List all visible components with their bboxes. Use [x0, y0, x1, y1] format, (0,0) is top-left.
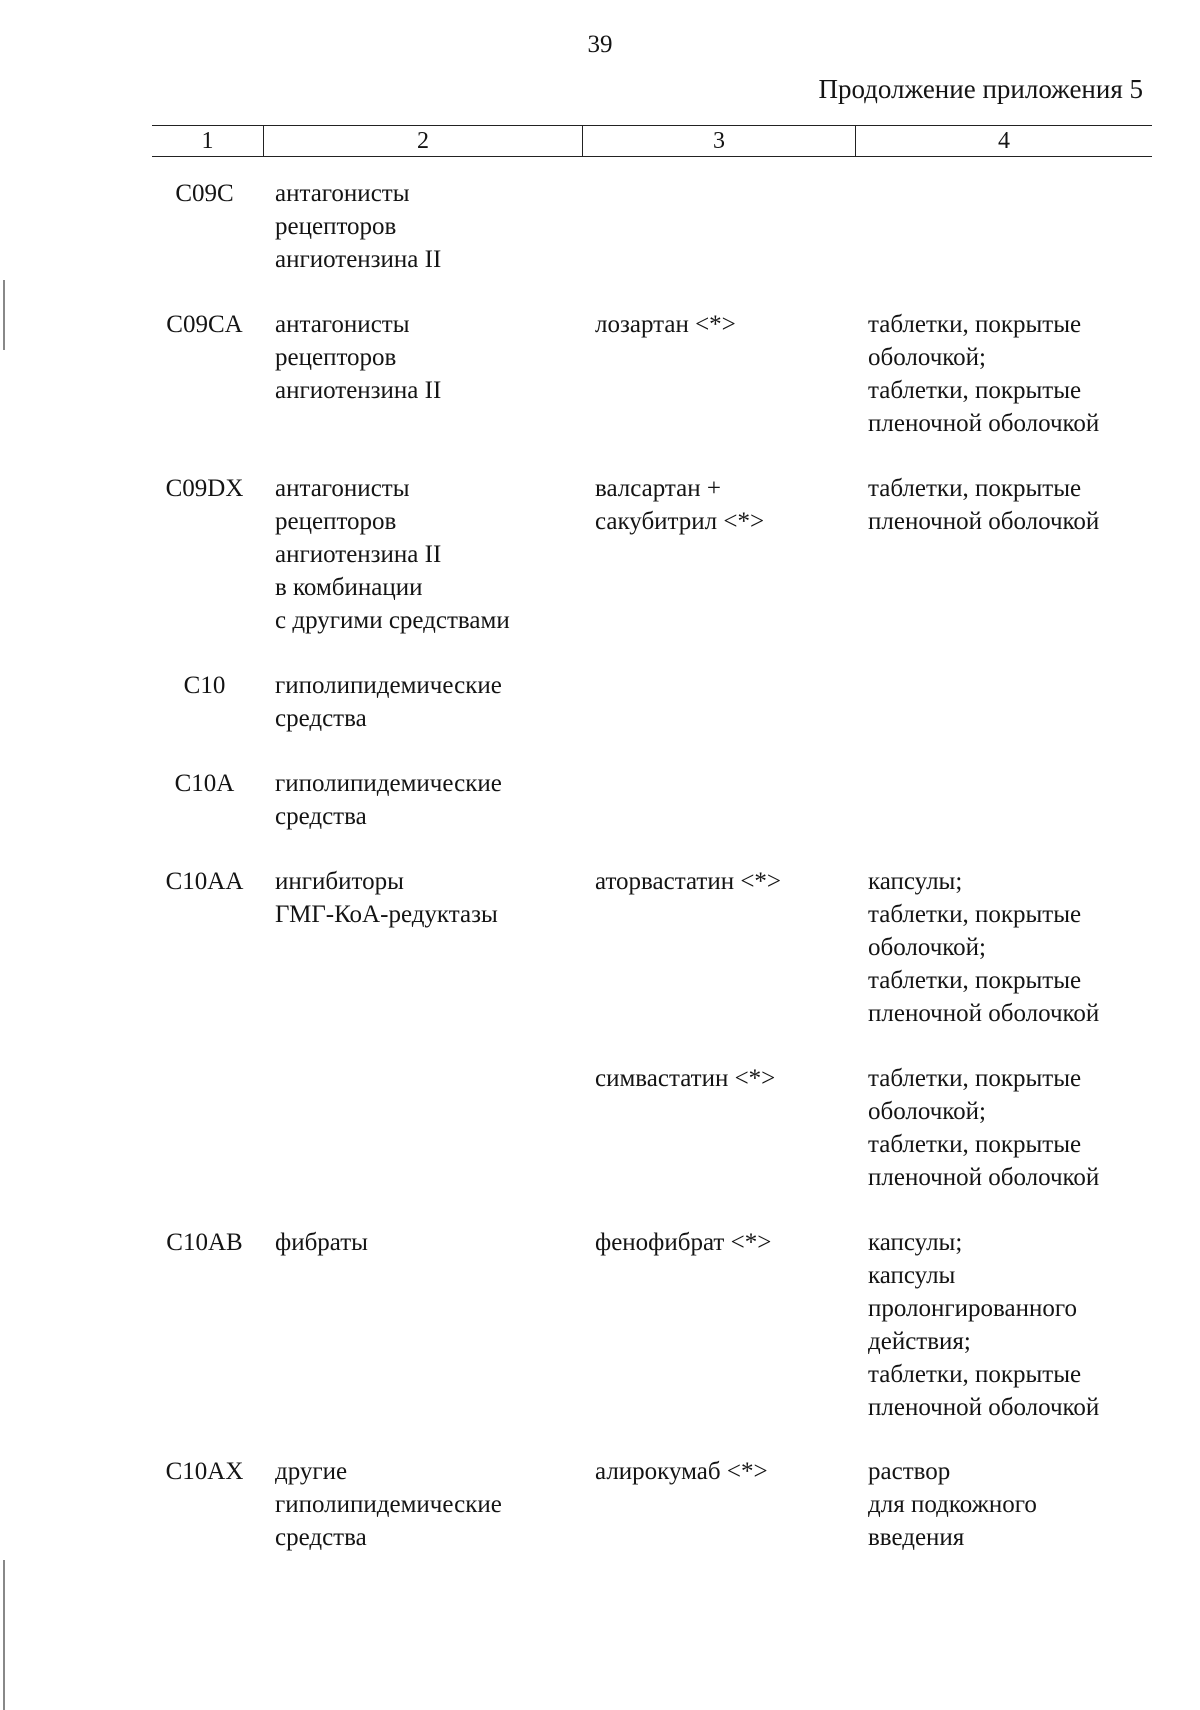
drug-name: симвастатин <*>: [595, 1065, 776, 1092]
header-col-4: 4: [998, 128, 1010, 154]
pharm-group: антагонисты рецепторов ангиотензина II: [275, 180, 442, 273]
dosage-form: таблетки, покрытые оболочкой; таблетки, покрытые пленочной оболочкой: [868, 1065, 1100, 1191]
dosage-form: капсулы; капсулы пролонгированного действия; таблетки, покрытые пленочной оболочкой: [868, 1229, 1100, 1421]
atc-code: C10AB: [166, 1229, 243, 1256]
drug-name: лозартан <*>: [595, 311, 736, 338]
header-col-1: 1: [201, 128, 214, 154]
table-header: [152, 125, 1152, 157]
dosage-form: таблетки, покрытые оболочкой; таблетки, покрытые пленочной оболочкой: [868, 311, 1100, 437]
atc-code: C10AA: [165, 868, 244, 895]
pharm-group: ингибиторы ГМГ-КоА-редуктазы: [275, 868, 498, 928]
drug-name: аторвастатин <*>: [595, 868, 782, 895]
pharm-group: гиполипидемические средства: [275, 770, 502, 830]
dosage-form: раствор для подкожного введения: [868, 1458, 1037, 1551]
header-col-3: 3: [713, 128, 725, 154]
header-col-2: 2: [417, 128, 429, 154]
dosage-form: таблетки, покрытые пленочной оболочкой: [868, 475, 1100, 535]
atc-code: C09C: [175, 180, 234, 207]
atc-code: C10: [183, 672, 226, 699]
pharm-group: антагонисты рецепторов ангиотензина II в комбинации с другими средствами: [275, 475, 510, 634]
page-number: 39: [587, 31, 613, 58]
atc-code: C09CA: [166, 311, 243, 338]
pharm-group: гиполипидемические средства: [275, 672, 502, 732]
atc-code: C09DX: [165, 475, 244, 502]
drug-name: фенофибрат <*>: [595, 1229, 772, 1256]
continuation-label: Продолжение приложения 5: [818, 74, 1143, 104]
pharm-group: фибраты: [275, 1229, 368, 1256]
dosage-form: капсулы; таблетки, покрытые оболочкой; таблетки, покрытые пленочной оболочкой: [868, 868, 1100, 1027]
pharm-group: другие гиполипидемические средства: [275, 1458, 502, 1551]
drug-name: алирокумаб <*>: [595, 1458, 768, 1485]
pharm-group: антагонисты рецепторов ангиотензина II: [275, 311, 442, 404]
drug-name: валсартан + сакубитрил <*>: [595, 475, 765, 535]
scan-edge-mark: [3, 280, 5, 350]
scan-edge-mark: [3, 1560, 5, 1710]
atc-code: C10A: [174, 770, 235, 797]
atc-code: C10AX: [165, 1458, 244, 1485]
